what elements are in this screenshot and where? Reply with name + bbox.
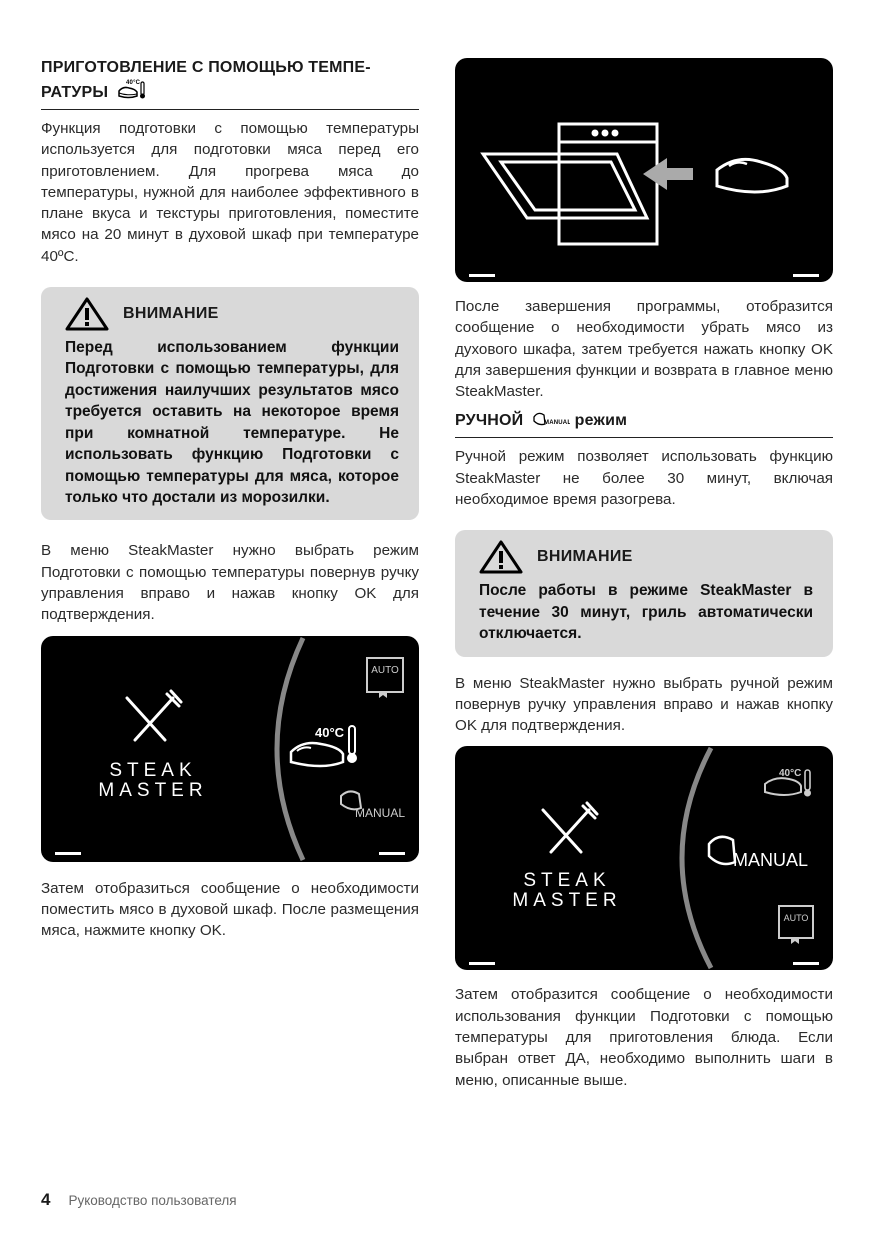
selection-arc	[682, 748, 711, 968]
left-soft-key[interactable]	[469, 274, 495, 277]
master-label: MASTER	[512, 890, 622, 912]
left-soft-key[interactable]	[55, 852, 81, 855]
after-paragraph: Затем отобразиться сообщение о необходимости поместить мясо в духовой шкаф. После размещения мяса, нажмите кнопку OK.	[41, 879, 419, 940]
steak-icon	[717, 159, 787, 192]
select-paragraph: В меню SteakMaster нужно выбрать режим Подготовки с помощью температуры повернув ручку управления вправо и нажав кнопку OK для подтверждения.	[41, 542, 419, 624]
section-heading-manual	[455, 410, 833, 438]
warning-icon	[65, 297, 109, 331]
manual-heading-post: режим	[574, 412, 628, 430]
auto-book-icon	[367, 658, 403, 698]
manual-hand-icon	[532, 410, 570, 434]
right-soft-key[interactable]	[379, 852, 405, 855]
svg-text:AUTO: AUTO	[783, 913, 809, 924]
svg-text:40°C: 40°C	[779, 768, 802, 780]
manual-mode-icon[interactable]	[709, 837, 808, 870]
fork-knife-icon	[127, 691, 181, 740]
page-number: 4	[41, 1190, 51, 1209]
screen-oven-insert	[455, 58, 833, 282]
left-soft-key[interactable]	[469, 962, 495, 965]
right-soft-key[interactable]	[793, 274, 819, 277]
screen-steakmaster-menu-1	[41, 636, 419, 862]
svg-text:MANUAL: MANUAL	[733, 850, 809, 871]
page-footer	[41, 1190, 237, 1210]
warning-icon	[479, 540, 523, 574]
warning-body: После работы в режиме SteakMaster в течение 30 минут, гриль автоматически отключается.	[479, 582, 813, 643]
warning-box-right	[455, 530, 833, 656]
manual-heading-pre: РУЧНОЙ	[455, 412, 524, 430]
warning-box-left	[41, 287, 419, 520]
svg-text:MANUAL: MANUAL	[355, 805, 406, 820]
svg-text:AUTO: AUTO	[371, 664, 399, 676]
warning-body: Перед использованием функции Подготовки с помощью температуры, для достижения наилучших результатов мясо требуется оставить на некоторое время при комнатной температуре. Не использовать функцию Подготовки с помощью температуры для мяса, которое только что достали из морозилки.	[65, 339, 399, 506]
svg-text:MANUAL: MANUAL	[544, 420, 571, 427]
temperature-mode-icon[interactable]	[765, 768, 811, 797]
right-column	[455, 58, 833, 1091]
left-column	[41, 58, 419, 941]
heading-text: ПРИГОТОВЛЕНИЕ С ПОМОЩЬЮ ТЕМПЕ-РАТУРЫ	[41, 59, 371, 101]
screen-steakmaster-menu-2	[455, 746, 833, 970]
intro-paragraph: Функция подготовки с помощью температуры используется для подготовки мяса перед его приготовлением. Для прогрева мяса до температуры, нужной для наиболее эффективного в плане вкуса и текстуры приготовления, поместите мясо на 20 минут в духовой шкаф при температуре 40ºC.	[41, 120, 419, 265]
oven-icon	[483, 124, 657, 244]
finish-paragraph: После завершения программы, отобразится сообщение о необходимости убрать мясо из духового шкафа, затем требуется нажать кнопку OK для завершения функции и возврата в главное меню SteakMaster.	[455, 298, 833, 401]
manual-mode-icon[interactable]	[341, 791, 405, 820]
svg-text:40°C: 40°C	[315, 724, 345, 740]
svg-text:40°C: 40°C	[125, 80, 141, 86]
arrow-icon	[643, 158, 693, 190]
meat-thermometer-icon	[117, 78, 149, 106]
warning-title: ВНИМАНИЕ	[537, 548, 633, 566]
master-label: MASTER	[98, 779, 208, 801]
footer-text: Руководство пользователя	[68, 1193, 237, 1208]
steak-label: STEAK	[109, 759, 197, 781]
steak-label: STEAK	[523, 870, 611, 892]
manual-paragraph: Ручной режим позволяет использовать функцию SteakMaster не более 30 минут, включая необходимое время разогрева.	[455, 448, 833, 509]
fork-knife-icon	[543, 803, 597, 852]
auto-book-icon	[779, 906, 813, 944]
select-manual-paragraph: В меню SteakMaster нужно выбрать ручной режим повернув ручку управления вправо и нажав кнопку OK для подтверждения.	[455, 674, 833, 735]
temperature-mode-icon[interactable]	[291, 725, 357, 766]
right-soft-key[interactable]	[793, 962, 819, 965]
final-paragraph: Затем отобразится сообщение о необходимости использования функции Подготовки с помощью температуры для приготовления блюда. Если выбран ответ ДА, необходимо выполнить шаги в меню, описанные выше.	[455, 986, 833, 1089]
warning-title: ВНИМАНИЕ	[123, 305, 219, 323]
section-heading-temperature	[41, 58, 419, 110]
